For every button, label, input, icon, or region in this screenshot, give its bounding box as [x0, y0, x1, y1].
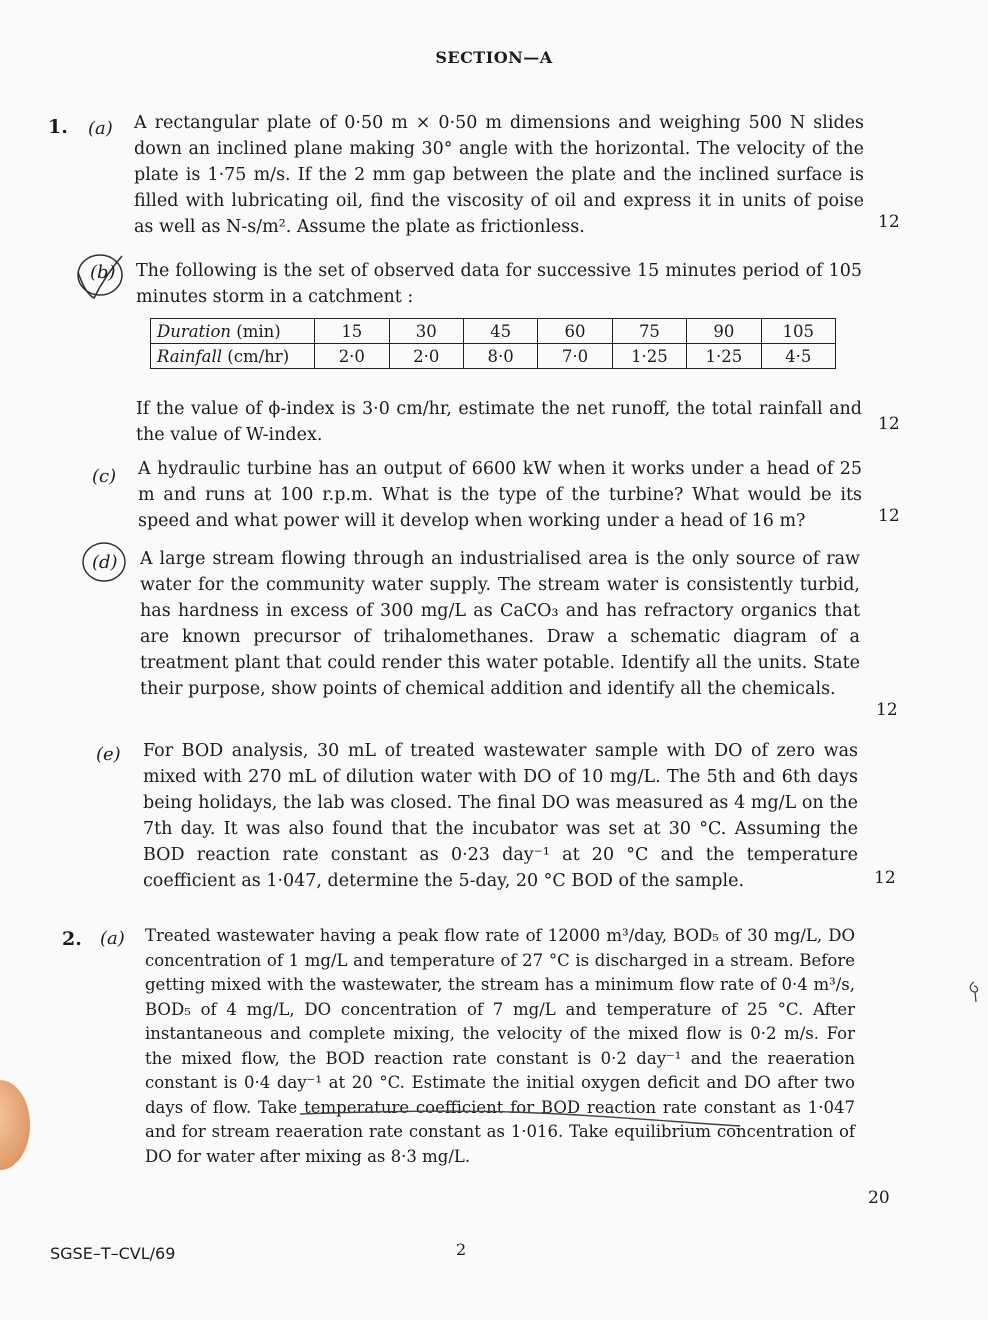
- part-label-a: (a): [88, 118, 113, 139]
- q1b-text: If the value of ϕ-index is 3·0 cm/hr, estimate the net runoff, the total rainfall and the value of W-index.: [136, 399, 862, 445]
- table-cell: 7·0: [538, 344, 612, 369]
- table-cell: 90: [687, 319, 761, 344]
- table-cell: 15: [315, 319, 389, 344]
- table-row: [151, 344, 836, 369]
- q2a-text: Treated wastewater having a peak flow rate of 12000 m³/day, BOD₅ of 30 mg/L, DO concentration of 1 mg/L and temperature of 27 °C is discharged in a stream. Before getting mixed with the wastewater, the stream has a minimum flow rate of 0·4 m³/s, BOD₅ of 4 mg/L, DO concentration of 7 mg/L and temperature of 25 °C. After instantaneous and complete mixing, the velocity of the mixed flow is 0·2 m/s. For the mixed flow, the BOD reaction rate constant is 0·2 day⁻¹ and the reaeration constant is 0·4 day⁻¹ at 20 °C. Estimate the initial oxygen deficit and DO after two days of flow. Take temperature coefficient for BOD reaction rate constant as 1·047 and for stream reaeration rate constant as 1·016. Take equilibrium concentration of DO for water after mixing as 8·3 mg/L.: [145, 926, 855, 1166]
- q1b-intro: The following is the set of observed data for successive 15 minutes period of 105 minutes storm in a catchment :: [136, 261, 862, 307]
- section-title: SECTION—A: [435, 48, 553, 67]
- table-row-header: Duration (min): [151, 319, 315, 344]
- table-cell: 45: [463, 319, 537, 344]
- q1d-text: A large stream flowing through an industrialised area is the only source of raw water for the community water supply. The stream water is consistently turbid, has hardness in excess of 300 mg/L as CaCO₃ and has refractory organics that are known precursor of trihalomethanes. Draw a schematic diagram of a treatment plant that could render this water potable. Identify all the units. State their purpose, show points of chemical addition and identify all the chemicals.: [140, 549, 860, 699]
- part-label-b: (b): [90, 262, 116, 283]
- question-number: 1.: [48, 116, 68, 138]
- q1e-text: For BOD analysis, 30 mL of treated wastewater sample with DO of zero was mixed with 270 mL of dilution water with DO of 10 mg/L. The 5th and 6th days being holidays, the lab was closed. The final DO was measured as 4 mg/L on the 7th day. It was also found that the incubator was set at 30 °C. Assuming the BOD reaction rate constant as 0·23 day⁻¹ at 20 °C and the temperature coefficient as 1·047, determine the 5-day, 20 °C BOD of the sample.: [143, 741, 858, 891]
- table-cell: 8·0: [463, 344, 537, 369]
- marks: 12: [876, 700, 898, 720]
- rainfall-table: [150, 318, 836, 369]
- marks: 12: [878, 414, 900, 434]
- question-number: 2.: [62, 928, 82, 950]
- finger-edge: [0, 1080, 30, 1170]
- table-cell: 60: [538, 319, 612, 344]
- table-row-header: Rainfall (cm/hr): [151, 344, 315, 369]
- table-cell: 1·25: [687, 344, 761, 369]
- handwritten-mark: [966, 980, 982, 1006]
- q1c-text: A hydraulic turbine has an output of 6600 kW when it works under a head of 25 m and runs at 100 r.p.m. What is the type of the turbine? What would be its speed and what power will it develop when working under a head of 16 m?: [138, 459, 862, 531]
- q1a-text: A rectangular plate of 0·50 m × 0·50 m dimensions and weighing 500 N slides down an inclined plane making 30° angle with the horizontal. The velocity of the plate is 1·75 m/s. If the 2 mm gap between the plate and the inclined surface is filled with lubricating oil, find the viscosity of oil and express it in units of poise as well as N-s/m². Assume the plate as frictionless.: [134, 113, 864, 237]
- table-row: [151, 319, 836, 344]
- table-cell: 75: [612, 319, 686, 344]
- marks: 20: [868, 1188, 890, 1208]
- handwritten-underline: [300, 1100, 750, 1140]
- table-cell: 4·5: [761, 344, 835, 369]
- table-cell: 105: [761, 319, 835, 344]
- marks: 12: [878, 506, 900, 526]
- part-label-c: (c): [92, 466, 117, 487]
- part-label-e: (e): [96, 744, 121, 765]
- page-number: 2: [456, 1240, 467, 1259]
- paper-code: SGSE–T–CVL/69: [50, 1244, 176, 1263]
- marks: 12: [874, 868, 896, 888]
- part-label-a: (a): [100, 928, 125, 949]
- table-cell: 2·0: [389, 344, 463, 369]
- table-cell: 30: [389, 319, 463, 344]
- part-label-d: (d): [92, 552, 118, 573]
- table-cell: 2·0: [315, 344, 389, 369]
- table-cell: 1·25: [612, 344, 686, 369]
- marks: 12: [878, 212, 900, 232]
